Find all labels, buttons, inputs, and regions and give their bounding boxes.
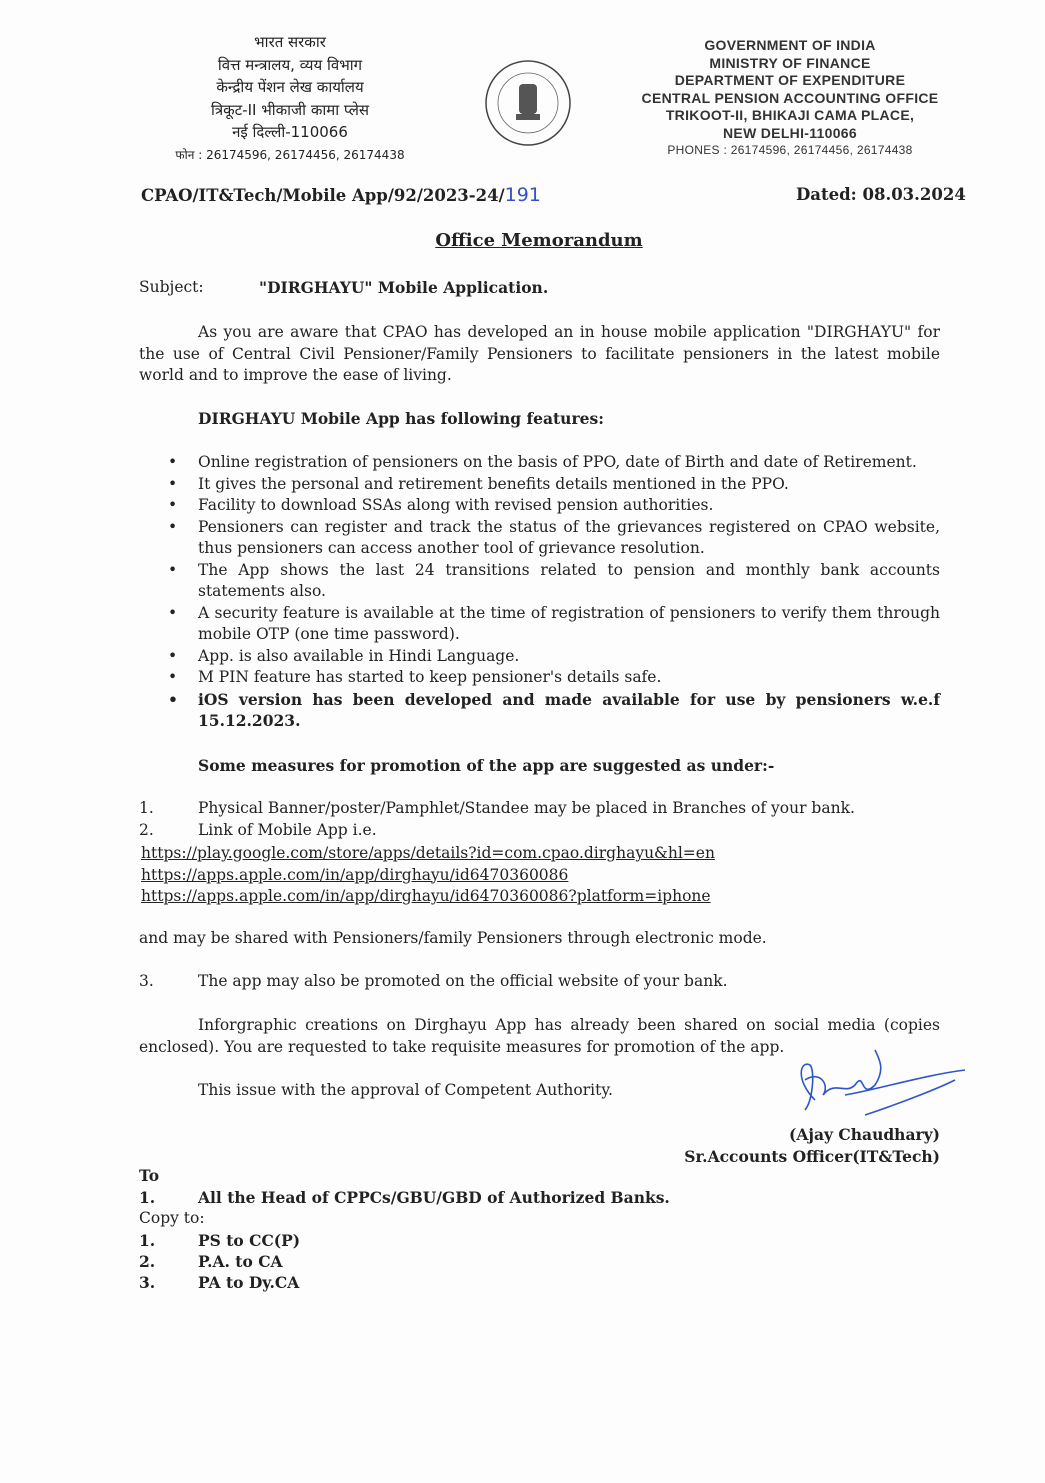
item-text: All the Head of CPPCs/GBU/GBD of Authorized Banks.	[198, 1187, 670, 1207]
addressees	[139, 1165, 839, 1293]
reference-number	[141, 184, 541, 206]
english-line: PHONES : 26174596, 26174456, 26174438	[667, 143, 913, 157]
signatory-name: (Ajay Chaudhary)	[789, 1125, 940, 1144]
hindi-letterhead	[140, 31, 440, 166]
feature-item-ios: • iOS version has been developed and made available for use by pensioners w.e.f 15.12.2023.	[198, 689, 940, 732]
item-number: 2.	[139, 1251, 156, 1271]
signatory-block	[600, 1124, 940, 1167]
to-label: To	[139, 1166, 160, 1185]
features-heading: DIRGHAYU Mobile App has following features:	[198, 409, 604, 428]
english-line: TRIKOOT-II, BHIKAJI CAMA PLACE,	[665, 107, 915, 123]
measure-item	[139, 971, 728, 993]
item-text: PA to Dy.CA	[198, 1272, 300, 1292]
to-item	[139, 1187, 839, 1209]
hindi-line: वित्त मन्त्रालय, व्यय विभाग	[217, 55, 363, 74]
copy-to-label: Copy to:	[139, 1209, 205, 1227]
copy-item	[139, 1251, 839, 1272]
feature-item: • Online registration of pensioners on the basis of PPO, date of Birth and date of Retirement.	[198, 452, 940, 474]
measure-text: Link of Mobile App i.e.	[198, 820, 377, 839]
measures-list	[139, 798, 940, 841]
app-store-link[interactable]: https://apps.apple.com/in/app/dirghayu/id6470360086	[141, 865, 569, 884]
feature-item: • Facility to download SSAs along with revised pension authorities.	[198, 495, 940, 517]
date: Dated: 08.03.2024	[796, 185, 966, 204]
feature-item: • It gives the personal and retirement benefits details mentioned in the PPO.	[198, 474, 940, 496]
measure-text: Physical Banner/poster/Pamphlet/Standee may be placed in Branches of your bank.	[198, 799, 855, 817]
hindi-line: भारत सरकार	[254, 33, 326, 51]
links-share-note: and may be shared with Pensioners/family Pensioners through electronic mode.	[139, 929, 767, 947]
english-line: NEW DELHI-110066	[723, 124, 857, 141]
feature-item: • M PIN feature has started to keep pensioner's details safe.	[198, 667, 940, 689]
subject-text: "DIRGHAYU" Mobile Application.	[259, 278, 549, 297]
measures-heading: Some measures for promotion of the app are suggested as under:-	[198, 756, 775, 775]
handwritten-number: 191	[504, 184, 541, 206]
english-letterhead	[610, 37, 970, 160]
feature-item: • A security feature is available at the time of registration of pensioners to verify them through mobile OTP (one time password).	[198, 603, 940, 646]
english-line: DEPARTMENT OF EXPENDITURE	[674, 72, 906, 88]
feature-item: • Pensioners can register and track the status of the grievances registered on CPAO website, thus pensioners can access another tool of grievance resolution.	[198, 517, 940, 560]
item-number: 3.	[139, 1272, 156, 1292]
measure-number: 1.	[139, 799, 154, 817]
english-line: MINISTRY OF FINANCE	[709, 54, 871, 71]
measure-number: 2.	[139, 820, 154, 839]
features-list	[198, 452, 940, 732]
english-line: CENTRAL PENSION ACCOUNTING OFFICE	[641, 89, 939, 106]
signatory-designation: Sr.Accounts Officer(IT&Tech)	[684, 1146, 940, 1166]
signature	[785, 1040, 970, 1125]
english-line: GOVERNMENT OF INDIA	[704, 37, 876, 53]
cpao-seal-emblem	[483, 58, 573, 148]
hindi-line: केन्द्रीय पेंशन लेख कार्यालय	[216, 78, 364, 96]
feature-item: • App. is also available in Hindi Language.	[198, 646, 940, 668]
hindi-line: फोन : 26174596, 26174456, 26174438	[175, 147, 405, 162]
item-number: 1.	[139, 1187, 156, 1207]
play-store-link[interactable]: https://play.google.com/store/apps/details?id=com.cpao.dirghayu&hl=en	[141, 844, 715, 862]
measure-item	[139, 798, 940, 820]
item-text: P.A. to CA	[198, 1251, 283, 1271]
measure-text: The app may also be promoted on the official website of your bank.	[198, 972, 728, 990]
item-text: PS to CC(P)	[198, 1230, 301, 1250]
hindi-line: नई दिल्ली-110066	[232, 123, 348, 141]
app-links	[141, 843, 715, 908]
app-store-iphone-link[interactable]: https://apps.apple.com/in/app/dirghayu/id6470360086?platform=iphone	[141, 887, 711, 905]
copy-item	[139, 1272, 839, 1293]
subject-label: Subject:	[139, 278, 204, 296]
feature-item: • The App shows the last 24 transitions related to pension and monthly bank accounts statements also.	[198, 560, 940, 603]
ref-text: CPAO/IT&Tech/Mobile App/92/2023-24/	[141, 186, 505, 205]
item-number: 1.	[139, 1230, 156, 1250]
intro-paragraph: As you are aware that CPAO has developed an in house mobile application "DIRGHAYU" for the use of Central Civil Pensioner/Family Pensioners to facilitate pensioners in the latest mobile world and to improve the ease of living.	[139, 323, 940, 384]
copy-item	[139, 1230, 839, 1251]
hindi-line: त्रिकूट-II भीकाजी कामा प्लेस	[210, 100, 370, 119]
measure-number: 3.	[139, 972, 154, 990]
page-title: Office Memorandum	[435, 230, 643, 251]
infographic-paragraph: Inforgraphic creations on Dirghayu App has already been shared on social media (copies enclosed). You are requested to take requisite measures for promotion of the app.	[139, 1016, 940, 1056]
approval-note: This issue with the approval of Competent Authority.	[198, 1081, 613, 1099]
measure-item	[139, 820, 940, 842]
